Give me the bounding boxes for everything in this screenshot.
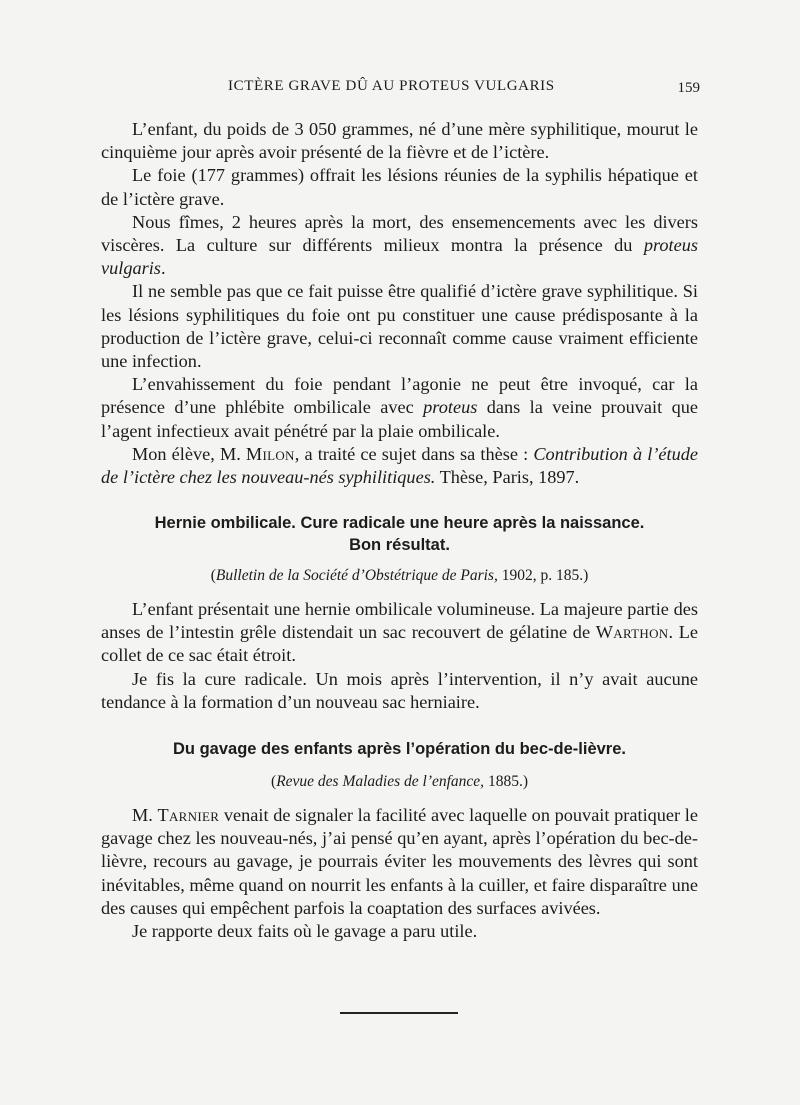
citation-details: 1902, p. 185.) [501,567,589,584]
paragraph-text: dans la veine prouvait que l’agent infectieux avait pénétré par la plaie ombilicale. [101,397,698,441]
heading-line: Du gavage des enfants après l’opération du bec-de-lièvre. [173,740,626,758]
section-heading-hernie [101,512,698,556]
heading-line: Hernie ombilicale. Cure radicale une heure après la naissance. [154,514,645,532]
paragraph [101,804,698,920]
paragraph: Je fis la cure radicale. Un mois après l’intervention, il n’y avait aucune tendance à la formation d’un nouveau sac herniaire. [101,668,698,712]
paragraph-text: . [160,258,166,279]
running-title: ICTÈRE GRAVE DÛ AU PROTEUS VULGARIS [228,78,555,94]
paragraph: Je rapporte deux faits où le gavage a paru utile. [132,921,478,942]
paragraph-text: . Le collet de ce sac était étroit. [101,622,699,666]
section-gavage-text [101,804,698,943]
paragraph-text: venait de signaler la facilité avec laquelle on pouvait pratiquer le gavage chez les nouveau-nés, j’ai pensé qu’en ayant, après l’opération du bec-de-lièvre, recours au gavage, je pourrais éviter les mouvements des lèvres qui sont inévitables, même quand on nourrit les enfants à la cuiller, et faire disparaître une des causes qui empêchent parfois la coaptation des surfaces avivées. [101,805,698,918]
italic-term: proteus [423,397,478,418]
paragraph [101,211,698,281]
italic-term: proteus vulgaris [101,235,698,279]
citation-bracket: ( [271,773,277,790]
citation-details: 1885.) [487,773,528,790]
journal-name: Revue des Maladies de l’enfance, [276,773,485,790]
source-citation [101,566,698,586]
section-hernie-text [101,598,698,714]
paragraph-text: Mon élève, M. [132,443,241,464]
running-head [100,78,700,100]
paragraph [101,443,698,489]
paragraph-text: Nous fîmes, 2 heures après la mort, des ensemencements avec les divers viscères. La culture sur différents milieux montra la présence du [101,211,698,256]
paragraph-text: L’envahissement du foie pendant l’agonie ne peut être invoqué, car la présence d’une phlébite ombilicale avec [101,374,698,418]
paragraph: Il ne semble pas que ce fait puisse être qualifié d’ictère grave syphilitique. Si les lésions syphilitiques du foie ont pu constituer une cause prédisposante à la production de l’ictère grave, celui-ci reconnaît comme cause vraiment efficiente une infection. [101,281,698,372]
source-citation [101,772,698,792]
author-name: Tarnier [157,805,220,825]
author-name: Milon [245,443,295,464]
paragraph [101,598,698,668]
heading-line: Bon résultat. [349,536,450,554]
paragraph: Le foie (177 grammes) offrait les lésions réunies de la syphilis hépatique et de l’ictère grave. [101,165,698,209]
citation-bracket: ( [210,567,216,584]
page-number: 159 [677,80,700,96]
paragraph [101,373,698,443]
end-rule [340,1012,458,1014]
paragraph-text: L’enfant présentait une hernie ombilicale volumineuse. La majeure partie des anses de l’intestin grêle distendait un sac recouvert de gélatine de [101,599,698,643]
paragraph-text: M. [132,805,153,825]
section-icterus-text [101,118,698,489]
paragraph-text: Thèse, Paris, 1897. [439,467,580,488]
thesis-title: Contribution à l’étude de l’ictère chez les nouveau-nés syphilitiques. [101,443,698,488]
section-heading-gavage [101,738,698,760]
paragraph: L’enfant, du poids de 3 050 grammes, né d’une mère syphilitique, mourut le cinquième jour après avoir présenté de la fièvre et de l’ictère. [101,119,698,163]
journal-name: Bulletin de la Société d’Obstétrique de Paris, [215,567,498,584]
paragraph-text: , a traité ce sujet dans sa thèse : [294,443,529,464]
author-name: Warthon [595,622,669,643]
